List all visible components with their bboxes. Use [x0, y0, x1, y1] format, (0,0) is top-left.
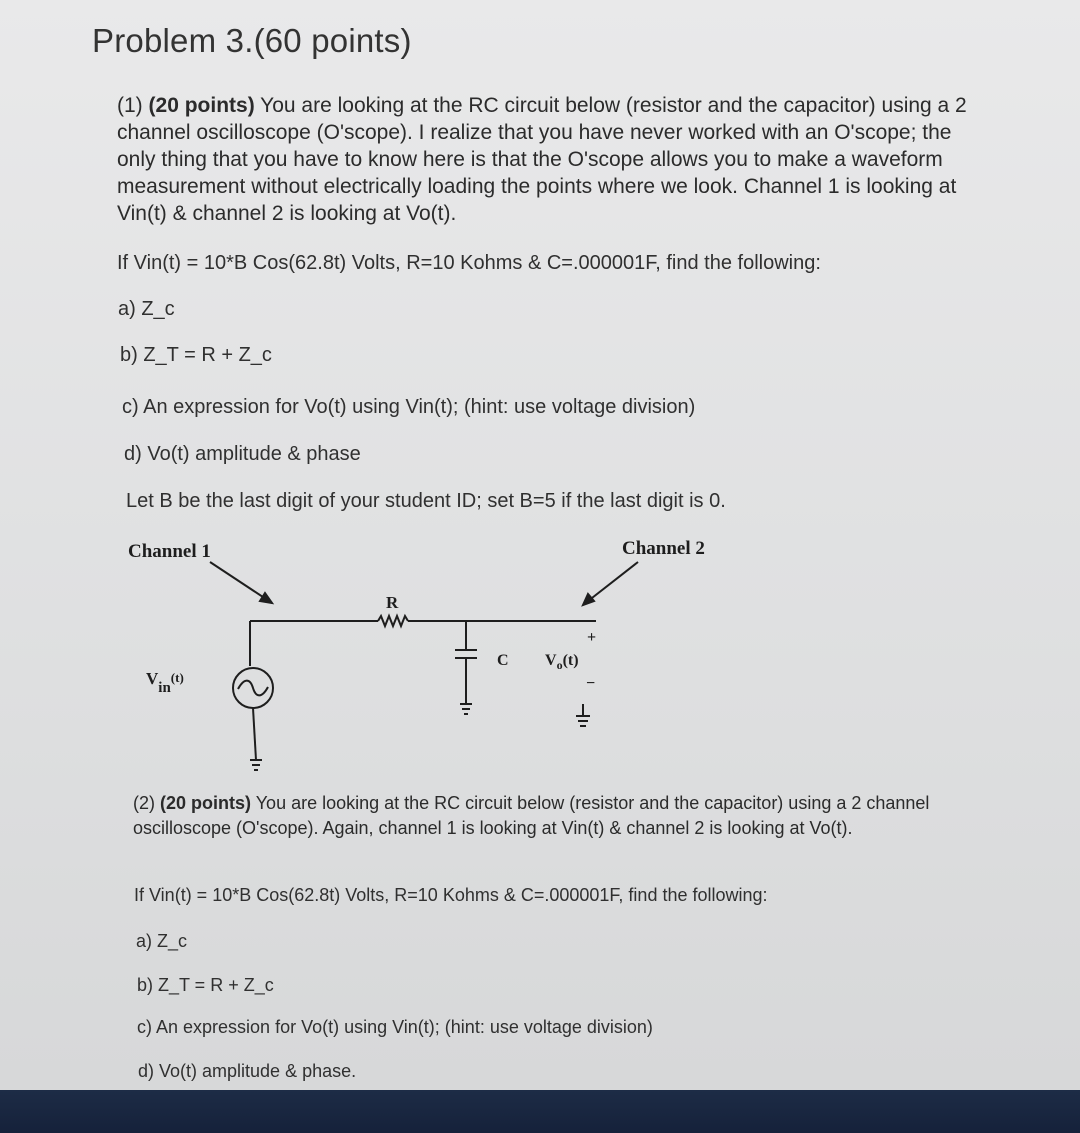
part2-item-b: b) Z_T = R + Z_c — [137, 975, 274, 995]
part1-item-c: c) An expression for Vo(t) using Vin(t); (hint: use voltage division) — [122, 396, 696, 418]
part1-item-a: a) Z_c — [118, 298, 175, 320]
part1-note: Let B be the last digit of your student ID; set B=5 if the last digit is 0. — [126, 490, 726, 512]
channel2-probe-arrow — [583, 562, 638, 605]
part2-item-a: a) Z_c — [136, 931, 188, 951]
part1-item-b: b) Z_T = R + Z_c — [120, 344, 272, 366]
problem-title: Problem 3.(60 points) — [92, 22, 412, 59]
channel1-probe-arrow — [210, 562, 272, 603]
output-plus-sign: + — [587, 629, 597, 646]
part1-item-d: d) Vo(t) amplitude & phase — [124, 443, 361, 465]
part2-given: If Vin(t) = 10*B Cos(62.8t) Volts, R=10 Kohms & C=.000001F, find the following: — [134, 885, 768, 905]
part1-given: If Vin(t) = 10*B Cos(62.8t) Volts, R=10 Kohms & C=.000001F, find the following: — [117, 252, 821, 274]
channel1-label: Channel 1 — [128, 541, 211, 562]
part1-description — [117, 92, 987, 227]
part1-text: You are looking at the RC circuit below (resistor and the capacitor) using a 2 channel oscilloscope (O'scope). I realize that you have never worked with an O'scope; the only thing that you have to know here is that the O'scope allows you to make a waveform measurement without electrically loading the points where we look. Channel 1 is looking at Vin(t) & channel 2 is looking at Vo(t). — [117, 94, 967, 225]
part2-text: You are looking at the RC circuit below (resistor and the capacitor) using a 2 channel oscilloscope (O'scope). Again, channel 1 is looking at Vin(t) & channel 2 is looking at Vo(t). — [133, 793, 930, 838]
ac-source-symbol — [233, 668, 273, 708]
channel2-label: Channel 2 — [622, 538, 705, 559]
resistor-label: R — [386, 593, 399, 612]
part2-points: (20 points) — [160, 793, 252, 813]
resistor-symbol — [378, 616, 408, 626]
output-minus-sign: − — [586, 675, 596, 692]
part1-label: (1) — [117, 94, 143, 117]
vin-label: Vin$^{(t)}$ — [146, 669, 184, 696]
part2-label: (2) — [133, 793, 155, 813]
capacitor-label: C — [497, 652, 509, 669]
part2-item-d: d) Vo(t) amplitude & phase. — [138, 1061, 357, 1081]
screen-bottom-bezel — [0, 1090, 1080, 1133]
vo-label: $V_o(t)$ — [545, 652, 579, 672]
part1-points: (20 points) — [148, 94, 255, 117]
source-wire-bottom — [253, 708, 256, 760]
part2-description — [133, 791, 933, 841]
part2-item-c: c) An expression for Vo(t) using Vin(t); (hint: use voltage division) — [137, 1017, 653, 1037]
